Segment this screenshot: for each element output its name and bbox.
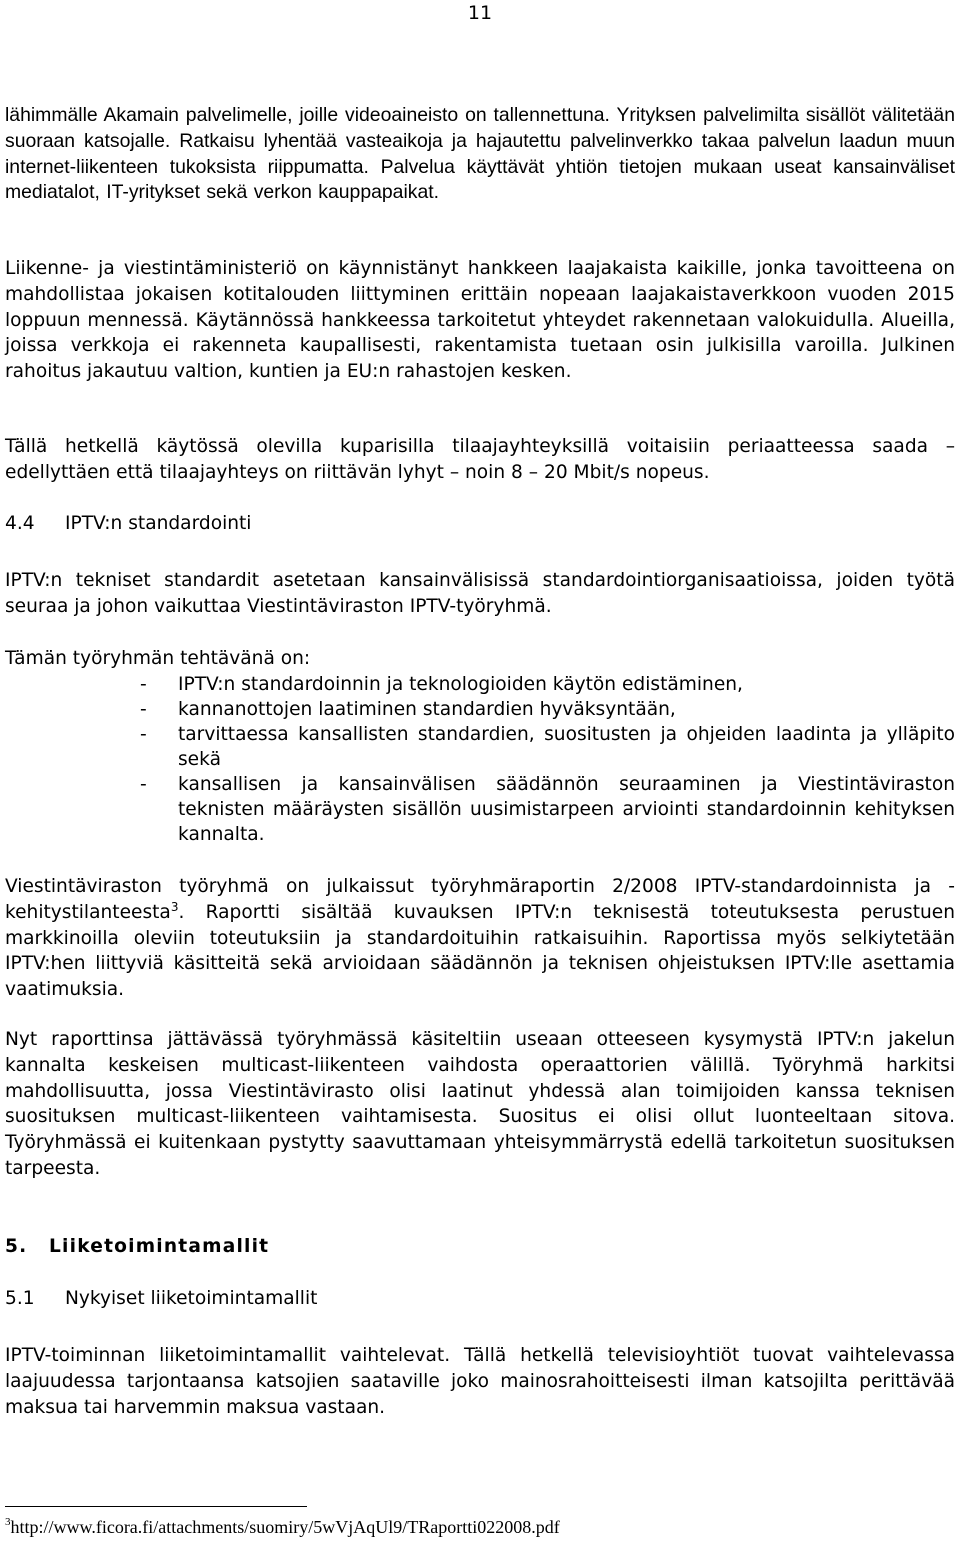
report-text-start: Viestintäviraston työryhmä on julkaissut työryhmäraportin 2/2008 IPTV-standardoinnista ja -kehitystilanteesta [5, 876, 955, 923]
task-list [140, 672, 955, 847]
paragraph-working-group-report [5, 874, 955, 1003]
list-item-text: IPTV:n standardoinnin ja teknologioiden käytön edistäminen, [178, 674, 743, 695]
section-title: IPTV:n standardointi [65, 513, 252, 534]
list-item-text: kannanottojen laatiminen standardien hyväksyntään, [178, 699, 676, 720]
list-dash: - [140, 674, 147, 695]
list-dash: - [140, 724, 147, 745]
paragraph-group-tasks-intro: Tämän työryhmän tehtävänä on: [5, 648, 311, 669]
footnote-marker: 3 [5, 1516, 11, 1528]
chapter-number: 5. [5, 1236, 28, 1257]
footnote-link[interactable]: http://www.ficora.fi/attachments/suomiry/5wVjAqUl9/TRaportti022008.pdf [10, 1517, 560, 1537]
footnote-separator [5, 1506, 307, 1507]
list-item [140, 697, 955, 722]
list-item [140, 722, 955, 772]
list-item [140, 772, 955, 847]
section-number: 5.1 [5, 1288, 35, 1309]
paragraph-business-models: IPTV-toiminnan liiketoimintamallit vaihtelevat. Tällä hetkellä televisioyhtiöt tuovat vaihtelevassa laajuudessa tarjontaansa katsojien saataville joko mainosrahoitteisesti ilman katsojilta perittävää maksua tai harvemmin maksua vastaan. [5, 1345, 955, 1418]
section-heading-5-1 [5, 1286, 317, 1311]
footnote [5, 1516, 560, 1538]
paragraph-copper-lines: Tällä hetkellä käytössä olevilla kuparisilla tilaajayhteyksillä voitaisiin periaatteessa saada – edellyttäen että tilaajayhteys on riittävän lyhyt – noin 8 – 20 Mbit/s nopeus. [5, 436, 955, 483]
page-number: 11 [467, 2, 493, 24]
list-dash: - [140, 699, 147, 720]
paragraph-broadband-project: Liikenne- ja viestintäministeriö on käynnistänyt hankkeen laajakaista kaikille, jonka tavoitteena on mahdollistaa jokaisen kotitalouden liittyminen erittäin nopeaan laajakaistaverkkoon vuoden 2015 loppuun mennessä. Käytännössä hankkeessa tarkoitetut yhteydet rakennetaan valokuidulla. Alueilla, joissa verkkoja ei rakenneta kaupallisesti, rakentamista tuetaan osin julkisilla varoilla. Julkinen rahoitus jakautuu valtion, kuntien ja EU:n rahastojen kesken. [5, 258, 955, 383]
paragraph-multicast: Nyt raporttinsa jättävässä työryhmässä käsiteltiin useaan otteeseen kysymystä IPTV:n jakelun kannalta keskeisen multicast-liikenteen vaihdosta operaattorien välillä. Työryhmä harkitsi mahdollisuutta, jossa Viestintävirasto olisi laatinut yhdessä alan toimijoiden kanssa teknisen suosituksen multicast-liikenteen vaihtamisesta. Suositus ei olisi ollut luonteeltaan sitova. Työryhmässä ei kuitenkaan pystytty saavuttamaan yhteisymmärrystä edellä tarkoitetun suosituksen tarpeesta. [5, 1029, 955, 1179]
footnote-reference: 3 [170, 899, 179, 914]
list-item-text: tarvittaessa kansallisten standardien, suositusten ja ohjeiden laadinta ja ylläpito sekä [178, 724, 955, 770]
report-text-end: . Raportti sisältää kuvauksen IPTV:n teknisestä toteutuksesta perustuen markkinoilla oleviin toteutuksiin ja standardoituihin ratkaisuihin. Raportissa myös selkiytetään IPTV:hen liittyviä käsitteitä sekä arvioidaan säädännön ja teknisen ohjeistuksen IPTV:lle asettamia vaatimuksia. [5, 901, 955, 1001]
section-title: Nykyiset liiketoimintamallit [65, 1288, 318, 1309]
list-dash: - [140, 774, 147, 795]
list-item-text: kansallisen ja kansainvälisen säädännön seuraaminen ja Viestintäviraston teknisten määräysten sisällön uusimistarpeen arviointi standardoinnin kehityksen kannalta. [178, 774, 955, 845]
section-heading-4-4 [5, 511, 251, 536]
paragraph-akamai: lähimmälle Akamain palvelimelle, joille videoaineisto on tallennettuna. Yrityksen palvelimilta sisällöt välitetään suoraan katsojalle. Ratkaisu lyhentää vasteaikoja ja hajautettu palvelinverkko takaa palvelun laadun muun internet-liikenteen tukoksista riippumatta. Palvelua käyttävät yhtiön tietojen mukaan useat kansainväliset mediatalot, IT-yritykset sekä verkon kauppapaikat. [5, 104, 955, 204]
list-item [140, 672, 955, 697]
paragraph-iptv-standards: IPTV:n tekniset standardit asetetaan kansainvälisissä standardointiorganisaatioissa, joiden työtä seuraa ja johon vaikuttaa Viestintäviraston IPTV-työryhmä. [5, 570, 955, 617]
chapter-title: Liiketoimintamallit [49, 1236, 270, 1257]
section-number: 4.4 [5, 513, 35, 534]
chapter-heading-5 [5, 1234, 269, 1259]
